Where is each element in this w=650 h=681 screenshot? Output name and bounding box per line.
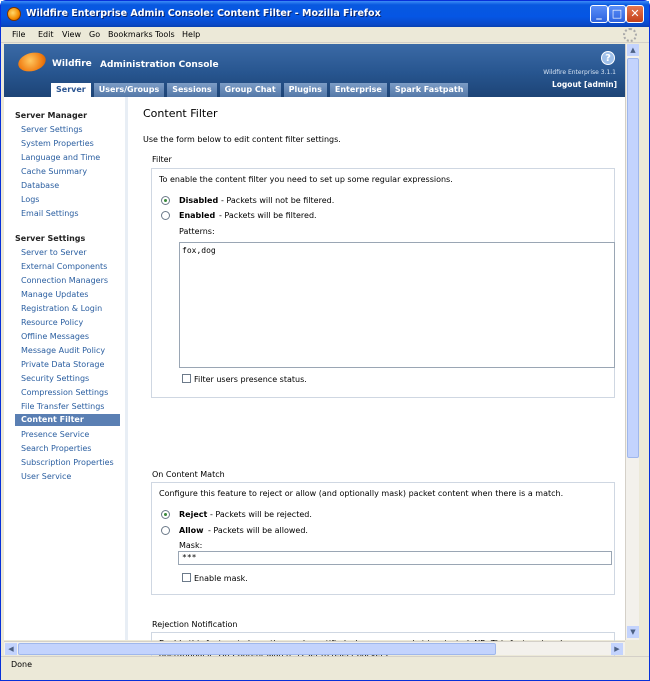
sidebar-item-user-service[interactable]: User Service — [21, 472, 72, 481]
tab-enterprise[interactable]: Enterprise — [330, 83, 387, 97]
tab-server[interactable]: Server — [51, 83, 91, 97]
notify-heading: Rejection Notification — [152, 620, 238, 629]
filter-disabled-desc: - Packets will not be filtered. — [221, 196, 335, 205]
throbber-icon — [623, 28, 637, 42]
title-bar — [1, 1, 649, 27]
tab-spark-fastpath[interactable]: Spark Fastpath — [390, 83, 469, 97]
tab-users-groups[interactable]: Users/Groups — [94, 83, 165, 97]
sidebar-item-logs[interactable]: Logs — [21, 195, 40, 204]
enable-mask-checkbox[interactable] — [182, 573, 191, 582]
match-allow-desc: - Packets will be allowed. — [208, 526, 308, 535]
enable-mask-label: Enable mask. — [194, 574, 248, 583]
match-description: Configure this feature to reject or allow (and optionally mask) packet content when there is a match. — [159, 489, 564, 498]
sidebar-item-search-properties[interactable]: Search Properties — [21, 444, 92, 453]
match-reject-label: Reject — [179, 510, 208, 519]
match-allow-radio[interactable] — [161, 526, 170, 535]
sidebar-item-resource-policy[interactable]: Resource Policy — [21, 318, 84, 327]
page-viewport — [4, 44, 625, 640]
match-box — [151, 482, 615, 595]
menu-bookmarks[interactable]: Bookmarks — [108, 30, 153, 39]
sidebar-item-cache-summary[interactable]: Cache Summary — [21, 167, 88, 176]
sidebar-group-server-settings: Server Settings — [15, 234, 86, 243]
sidebar-item-database[interactable]: Database — [21, 181, 60, 190]
status-text: Done — [11, 660, 33, 669]
mask-label: Mask: — [179, 541, 203, 550]
filter-enabled-label: Enabled — [179, 211, 216, 220]
sidebar-item-file-transfer-settings[interactable]: File Transfer Settings — [21, 402, 105, 411]
scroll-right-icon[interactable]: ▶ — [611, 643, 623, 655]
logout-link[interactable]: Logout [admin] — [552, 80, 617, 89]
page-intro: Use the form below to edit content filter settings. — [143, 135, 341, 144]
sidebar-item-manage-updates[interactable]: Manage Updates — [21, 290, 89, 299]
help-icon[interactable]: ? — [601, 51, 615, 65]
horizontal-scroll-thumb[interactable] — [18, 643, 496, 655]
sidebar-item-system-properties[interactable]: System Properties — [21, 139, 94, 148]
sidebar-item-external-components[interactable]: External Components — [21, 262, 108, 271]
minimize-button[interactable]: _ — [590, 5, 608, 23]
brand-name: Wildfire — [52, 59, 92, 69]
filter-enabled-desc: - Packets will be filtered. — [219, 211, 317, 220]
match-allow-label: Allow — [179, 526, 204, 535]
sidebar-item-language-time[interactable]: Language and Time — [21, 153, 101, 162]
vertical-scroll-thumb[interactable] — [627, 58, 639, 458]
sidebar-item-subscription-properties[interactable]: Subscription Properties — [21, 458, 114, 467]
status-bar — [1, 656, 649, 680]
sidebar-group-server-manager: Server Manager — [15, 111, 88, 120]
console-header — [4, 44, 625, 97]
sidebar-item-registration-login[interactable]: Registration & Login — [21, 304, 103, 313]
maximize-button[interactable]: □ — [608, 5, 626, 23]
sidebar-item-security-settings[interactable]: Security Settings — [21, 374, 90, 383]
close-button[interactable]: ✕ — [626, 5, 644, 23]
main-tabs — [51, 83, 468, 97]
filter-presence-label: Filter users presence status. — [194, 375, 307, 384]
menu-bar — [1, 27, 649, 43]
sidebar-item-server-settings[interactable]: Server Settings — [21, 125, 83, 134]
filter-description: To enable the content filter you need to set up some regular expressions. — [159, 175, 453, 184]
scroll-down-icon[interactable]: ▼ — [627, 626, 639, 638]
patterns-label: Patterns: — [179, 227, 215, 236]
menu-edit[interactable]: Edit — [38, 30, 54, 39]
main-content — [125, 97, 625, 640]
sidebar-item-presence-service[interactable]: Presence Service — [21, 430, 90, 439]
sidebar-item-offline-messages[interactable]: Offline Messages — [21, 332, 90, 341]
filter-heading: Filter — [152, 155, 172, 164]
sidebar-item-content-filter[interactable]: Content Filter — [15, 414, 120, 426]
vertical-scrollbar[interactable] — [625, 44, 639, 640]
sidebar-item-email-settings[interactable]: Email Settings — [21, 209, 79, 218]
filter-enabled-radio[interactable] — [161, 211, 170, 220]
match-reject-radio[interactable] — [161, 510, 170, 519]
filter-disabled-radio[interactable] — [161, 196, 170, 205]
sidebar-item-message-audit-policy[interactable]: Message Audit Policy — [21, 346, 106, 355]
firefox-icon — [7, 7, 21, 21]
match-heading: On Content Match — [152, 470, 225, 479]
sidebar-item-server-to-server[interactable]: Server to Server — [21, 248, 87, 257]
filter-box — [151, 168, 615, 398]
version-text: Wildfire Enterprise 3.1.1 — [543, 69, 616, 76]
mask-input[interactable]: *** — [178, 551, 612, 565]
filter-presence-checkbox[interactable] — [182, 374, 191, 383]
console-title: Administration Console — [100, 60, 219, 70]
filter-disabled-label: Disabled — [179, 196, 219, 205]
menu-view[interactable]: View — [62, 30, 81, 39]
wildfire-logo-icon — [16, 50, 48, 75]
sidebar-item-compression-settings[interactable]: Compression Settings — [21, 388, 109, 397]
tab-group-chat[interactable]: Group Chat — [220, 83, 281, 97]
menu-file[interactable]: File — [12, 30, 26, 39]
menu-tools[interactable]: Tools — [155, 30, 175, 39]
tab-plugins[interactable]: Plugins — [284, 83, 327, 97]
tab-sessions[interactable]: Sessions — [167, 83, 216, 97]
window-title: Wildfire Enterprise Admin Console: Content Filter - Mozilla Firefox — [26, 8, 381, 19]
menu-help[interactable]: Help — [182, 30, 201, 39]
scroll-up-icon[interactable]: ▲ — [627, 44, 639, 56]
sidebar-item-private-data-storage[interactable]: Private Data Storage — [21, 360, 105, 369]
sidebar — [4, 97, 122, 640]
horizontal-scrollbar[interactable] — [4, 641, 625, 655]
sidebar-item-connection-managers[interactable]: Connection Managers — [21, 276, 109, 285]
scroll-left-icon[interactable]: ◀ — [5, 643, 17, 655]
page-title: Content Filter — [143, 107, 218, 120]
menu-go[interactable]: Go — [89, 30, 101, 39]
match-reject-desc: - Packets will be rejected. — [210, 510, 312, 519]
patterns-textarea[interactable]: fox,dog — [179, 242, 615, 368]
